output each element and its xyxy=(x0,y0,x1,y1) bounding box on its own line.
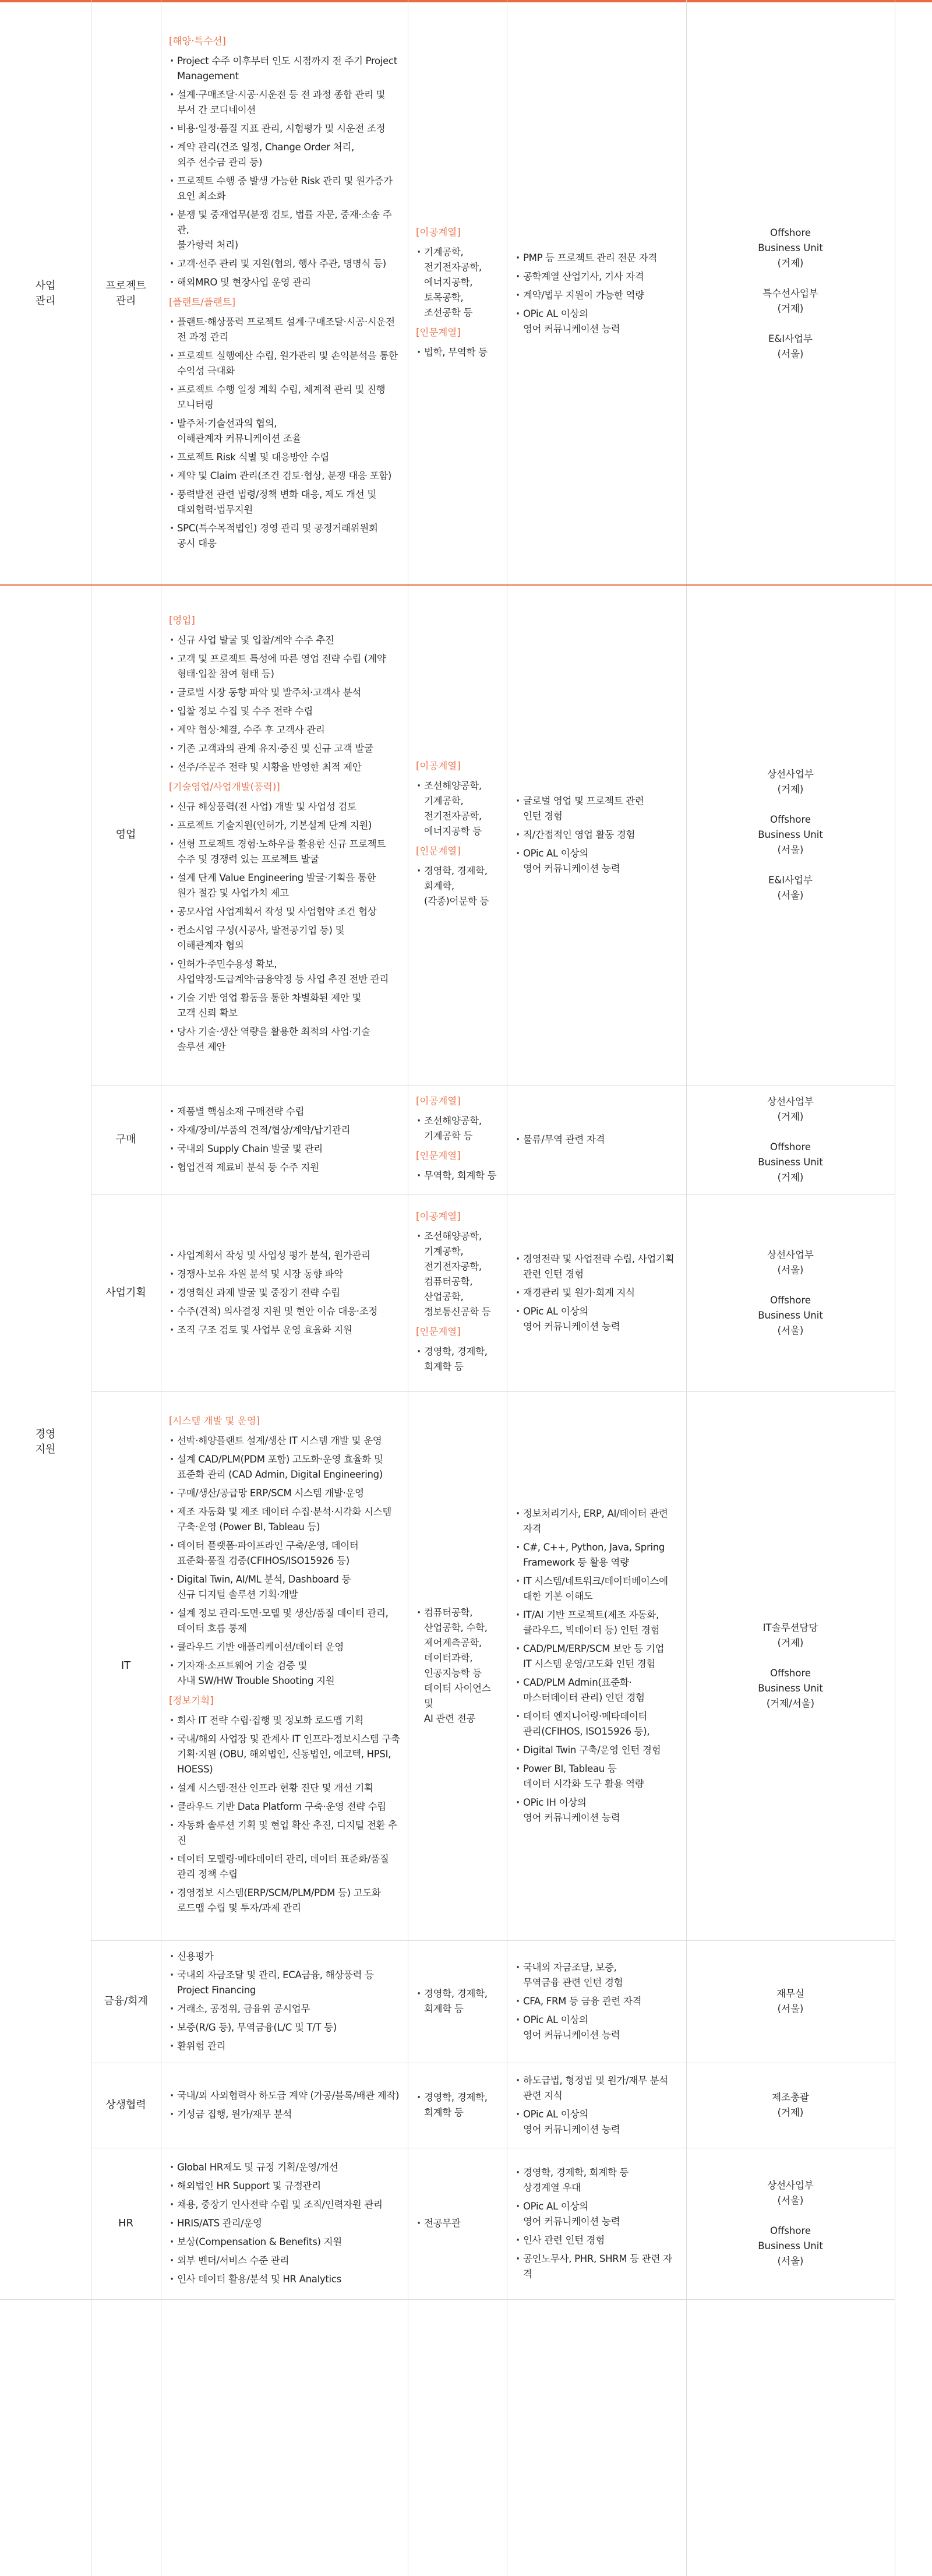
duties-cell xyxy=(169,1391,402,1940)
duty-list xyxy=(169,1710,402,1919)
duty-item: · 글로벌 시장 동향 파악 및 발주처·고객사 분석 xyxy=(169,685,402,700)
duty-item: · 기존 고객과의 관계 유지·증진 및 신규 고객 발굴 xyxy=(169,741,402,756)
location-line: 상선사업부 xyxy=(767,2180,814,2191)
duty-item: · 프로젝트 실행예산 수립, 원가관리 및 손익분석을 통한 수익성 극대화 xyxy=(169,348,402,379)
duty-list xyxy=(169,2156,402,2290)
qualification-list xyxy=(515,1129,680,1151)
major-list xyxy=(416,1110,501,1147)
major-list xyxy=(416,1341,501,1378)
qualification-list xyxy=(515,790,680,880)
location-line: 재무실 xyxy=(776,1988,804,1999)
duty-section-title: [정보기획] xyxy=(169,1695,214,1706)
duty-item: · 컨소시엄 구성(시공사, 발전공기업 등) 및 이해관계자 협의 xyxy=(169,923,402,953)
major-item: · 조선해양공학, 기계공학, 전기전자공학, 에너지공학 등 xyxy=(416,778,501,839)
location-line: (서울) xyxy=(777,844,804,855)
qualification-item: · 경영전략 및 사업전략 수립, 사업기획 관련 인턴 경험 xyxy=(515,1252,680,1282)
job-label: HR xyxy=(118,2217,134,2229)
duty-item: · 경영혁신 과제 발굴 및 중장기 전략 수립 xyxy=(169,1285,402,1301)
major-item: · 무역학, 회계학 등 xyxy=(416,1168,501,1183)
qualifications-cell xyxy=(515,1194,680,1391)
duty-item: · 공모사업 사업계획서 작성 및 사업협약 조건 협상 xyxy=(169,904,402,919)
duty-item: · 국내/외 사외협력사 하도급 계약 (가공/블록/배관 제작) xyxy=(169,2088,402,2103)
qualification-list xyxy=(515,1248,680,1338)
location-cell xyxy=(686,2,895,585)
qualification-item: · 계약/법무 지원이 가능한 역량 xyxy=(515,288,680,303)
major-section-title: [인문계열] xyxy=(416,1150,461,1161)
duty-item: · 설계 단계 Value Engineering 발굴·기획을 통한 원가 절감 및 사업가치 제고 xyxy=(169,871,402,901)
duty-item: · 거래소, 공정위, 금융위 공시업무 xyxy=(169,2001,402,2017)
majors-cell xyxy=(416,1391,501,1940)
majors-cell xyxy=(416,2,501,585)
location-line: (거제/서울) xyxy=(766,1698,815,1709)
location-line: (거제) xyxy=(777,1172,804,1183)
major-item: · 컴퓨터공학, 산업공학, 수학, 제어계측공학, 데이터과학, 인공지능학 등 데이터 사이언스 및 AI 관련 전공 xyxy=(416,1605,501,1726)
duty-item: · 설계 CAD/PLM(PDM 포함) 고도화·운영 효율화 및 표준화 관리 (CAD Admin, Digital Engineering) xyxy=(169,1452,402,1482)
qualification-item: · OPic AL 이상의 영어 커뮤니케이션 능력 xyxy=(515,846,680,876)
duty-item: · 분쟁 및 중재업무(분쟁 검토, 법률 자문, 중재·소송 주관, 불가항력 처리) xyxy=(169,207,402,253)
qualifications-cell xyxy=(515,1940,680,2063)
duty-item: · 국내/해외 사업장 및 관계사 IT 인프라·정보시스템 구축 기획·지원 (OBU, 해외법인, 신동법인, 에코텍, HPSI, HOESS) xyxy=(169,1732,402,1777)
location-line: Business Unit xyxy=(758,1157,823,1168)
duty-list xyxy=(169,796,402,1058)
job-label: 사업기획 xyxy=(105,1287,146,1299)
duty-item: · Project 수주 이후부터 인도 시점까지 전 주기 Project Management xyxy=(169,54,402,84)
duty-item: · 신규 해상풍력(전 사업) 개발 및 사업성 검토 xyxy=(169,799,402,815)
location-line: (서울) xyxy=(777,2256,804,2267)
qualification-list xyxy=(515,1503,680,1829)
duty-item: · 프로젝트 수행 중 발생 가능한 Risk 관리 및 원가증가 요인 최소화 xyxy=(169,174,402,204)
duty-item: · 설계 시스템·전산 인프라 현황 진단 및 개선 기획 xyxy=(169,1781,402,1796)
location-line: Offshore xyxy=(769,2225,811,2236)
duty-item: · 보증(R/G 등), 무역금융(L/C 및 T/T 등) xyxy=(169,2020,402,2035)
major-item: · 법학, 무역학 등 xyxy=(416,345,501,360)
duty-item: · 당사 기술·생산 역량을 활용한 최적의 사업·기술 솔루션 제안 xyxy=(169,1024,402,1055)
duty-item: · 인허가·주민수용성 확보, 사업약정·도급계약·금융약정 등 사업 추진 전반 관리 xyxy=(169,957,402,987)
duty-item: · 인사 데이터 활용/분석 및 HR Analytics xyxy=(169,2272,402,2287)
duty-item: · 데이터 모델링·메타데이터 관리, 데이터 표준화/품질 관리 정책 수립 xyxy=(169,1852,402,1882)
duties-cell xyxy=(169,2148,402,2299)
qualification-item: · CFA, FRM 등 금융 관련 자격 xyxy=(515,1994,680,2009)
major-item: · 경영학, 경제학, 회계학, (각종)어문학 등 xyxy=(416,864,501,909)
qualification-list xyxy=(515,2162,680,2285)
location-cell xyxy=(686,585,895,1085)
qualification-item: · 국내외 자금조달, 보증, 무역금융 관련 인턴 경험 xyxy=(515,1960,680,1990)
location-line: (거제) xyxy=(777,1637,804,1648)
location-cell xyxy=(686,1085,895,1194)
group-cell xyxy=(0,2,91,585)
majors-cell xyxy=(416,585,501,1085)
major-list xyxy=(416,241,501,324)
duty-list xyxy=(169,1946,402,2057)
location-line: (거제) xyxy=(777,2107,804,2118)
qualification-item: · Power BI, Tableau 등 데이터 시각화 도구 활용 역량 xyxy=(515,1761,680,1792)
duties-cell xyxy=(169,2063,402,2148)
qualification-item: · C#, C++, Python, Java, Spring Framework 등 활용 역량 xyxy=(515,1540,680,1570)
job-cell xyxy=(91,2,161,585)
qualifications-cell xyxy=(515,1085,680,1194)
qualification-item: · 정보처리기사, ERP, AI/데이터 관련 자격 xyxy=(515,1506,680,1537)
duty-item: · 조직 구조 검토 및 사업부 운영 효율화 지원 xyxy=(169,1323,402,1338)
majors-cell xyxy=(416,2063,501,2148)
job-label: 금융/회계 xyxy=(104,1995,148,2007)
duty-item: · HRIS/ATS 관리/운영 xyxy=(169,2216,402,2231)
location-line: (서울) xyxy=(777,2003,804,2014)
qualification-list xyxy=(515,2070,680,2141)
duties-cell xyxy=(169,2,402,585)
qualification-item: · IT/AI 기반 프로젝트(제조 자동화, 클라우드, 빅데이터 등) 인턴 경험 xyxy=(515,1608,680,1638)
location-cell xyxy=(686,1940,895,2063)
duty-item: · 신규 사업 발굴 및 입찰/계약 수주 추진 xyxy=(169,633,402,648)
duty-item: · 제조 자동화 및 제조 데이터 수집·분석·시각화 시스템 구축·운영 (Power BI, Tableau 등) xyxy=(169,1504,402,1535)
qualification-item: · CAD/PLM Admin(표준화· 마스터데이터 관리) 인턴 경험 xyxy=(515,1675,680,1705)
duty-section-title: [해양·특수선] xyxy=(169,36,226,47)
location-line: E&I사업부 xyxy=(768,333,813,344)
qualification-item: · 인사 관련 인턴 경험 xyxy=(515,2233,680,2248)
location-line: (거제) xyxy=(777,784,804,795)
major-item: · 경영학, 경제학, 회계학 등 xyxy=(416,1986,501,2017)
duty-item: · 풍력발전 관련 법령/정책 변화 대응, 제도 개선 및 대외협력·법무지원 xyxy=(169,487,402,517)
job-cell xyxy=(91,2148,161,2299)
duty-section-title: [플랜트/플랜트] xyxy=(169,297,236,308)
duty-item: · 고객 및 프로젝트 특성에 따른 영업 전략 수립 (계약 형태·입찰 참여 형태 등) xyxy=(169,651,402,682)
qualification-item: · CAD/PLM/ERP/SCM 보안 등 기업 IT 시스템 운영/고도화 인턴 경험 xyxy=(515,1641,680,1672)
location-cell xyxy=(686,1391,895,1940)
duty-item: · 클라우드 기반 애플리케이션/데이터 운영 xyxy=(169,1640,402,1655)
qualification-list xyxy=(515,1957,680,2046)
qualifications-cell xyxy=(515,2,680,585)
major-item: · 기계공학, 전기전자공학, 에너지공학, 토목공학, 조선공학 등 xyxy=(416,245,501,320)
majors-cell xyxy=(416,1940,501,2063)
duty-section-title: [영업] xyxy=(169,615,195,626)
duty-item: · 설계·구매조달·시공·시운전 등 전 과정 종합 관리 및 부서 간 코디네이션 xyxy=(169,87,402,118)
location-cell xyxy=(686,2063,895,2148)
location-line: Offshore xyxy=(769,1668,811,1679)
major-list xyxy=(416,775,501,843)
qualification-item: · 재경관리 및 원가·회계 지식 xyxy=(515,1285,680,1301)
location-line: (서울) xyxy=(777,890,804,901)
duty-item: · 기자재·소프트웨어 기술 검증 및 사내 SW/HW Trouble Shooting 지원 xyxy=(169,1658,402,1689)
major-item: · 전공무관 xyxy=(416,2216,501,2231)
major-section-title: [이공계열] xyxy=(416,227,461,238)
major-list xyxy=(416,1225,501,1323)
qualification-item: · 공학계열 산업기사, 기사 자격 xyxy=(515,269,680,284)
major-list xyxy=(416,2212,501,2235)
location-line: (서울) xyxy=(777,1325,804,1336)
duty-item: · 계약 관리(건조 일정, Change Order 처리, 외주 선수금 관리 등) xyxy=(169,140,402,170)
location-line: (거제) xyxy=(777,1111,804,1122)
major-list xyxy=(416,860,501,912)
qualification-item: · OPic AL 이상의 영어 커뮤니케이션 능력 xyxy=(515,2107,680,2137)
location-line: Business Unit xyxy=(758,1683,823,1694)
qualification-item: · 데이터 엔지니어링·메타데이터 관리(CFIHOS, ISO15926 등), xyxy=(515,1709,680,1739)
qualification-item: · 경영학, 경제학, 회계학 등 상경계열 우대 xyxy=(515,2165,680,2196)
location-line: Offshore xyxy=(769,1141,811,1153)
duty-item: · 해외법인 HR Support 및 규정관리 xyxy=(169,2179,402,2194)
group-cell xyxy=(0,585,91,2299)
duty-item: · 플랜트·해상풍력 프로젝트 설계·구매조달·시공·시운전 전 과정 관리 xyxy=(169,315,402,345)
location-cell xyxy=(686,1194,895,1391)
location-line: IT솔루션담당 xyxy=(762,1622,818,1633)
job-cell xyxy=(91,1194,161,1391)
duty-item: · 데이터 플랫폼·파이프라인 구축/운영, 데이터 표준화·품질 검증(CFIHOS/ISO15926 등) xyxy=(169,1538,402,1569)
duty-item: · 선형 프로젝트 경험·노하우를 활용한 신규 프로젝트 수주 및 경쟁력 있는 프로젝트 발굴 xyxy=(169,837,402,867)
duty-item: · 채용, 중장기 인사전략 수립 및 조직/인력자원 관리 xyxy=(169,2197,402,2212)
duty-item: · 협업견적 제료비 분석 등 수주 지원 xyxy=(169,1160,402,1175)
duty-item: · 외부 벤더/서비스 수준 관리 xyxy=(169,2253,402,2268)
major-list xyxy=(416,1983,501,2020)
major-item: · 조선해양공학, 기계공학 등 xyxy=(416,1113,501,1144)
majors-cell xyxy=(416,1194,501,1391)
duty-item: · 자동화 솔루션 기획 및 현업 확산 추진, 디지털 전환 추진 xyxy=(169,1818,402,1848)
location-line: E&I사업부 xyxy=(768,875,813,886)
location-line: Offshore xyxy=(769,227,811,238)
duty-section-title: [기술영업/사업개발(풍력)] xyxy=(169,781,280,792)
location-line: (거제) xyxy=(777,303,804,314)
duty-item: · 자재/장비/부품의 견적/협상/계약/납기관리 xyxy=(169,1123,402,1138)
duty-item: · 기술 기반 영업 활동을 통한 차별화된 제안 및 고객 신뢰 확보 xyxy=(169,991,402,1021)
qualification-item: · OPic AL 이상의 영어 커뮤니케이션 능력 xyxy=(515,306,680,337)
duty-item: · 선박·해양플랜트 설계/생산 IT 시스템 개발 및 운영 xyxy=(169,1433,402,1449)
duty-item: · 국내외 자금조달 및 관리, ECA금융, 해상풍력 등 Project Financing xyxy=(169,1968,402,1998)
duty-item: · 계약 협상·체결, 수주 후 고객사 관리 xyxy=(169,723,402,738)
duty-list xyxy=(169,1430,402,1692)
duties-cell xyxy=(169,585,402,1085)
duty-item: · Global HR제도 및 규정 기획/운영/개선 xyxy=(169,2160,402,2175)
qualification-item: · 글로벌 영업 및 프로젝트 관련 인턴 경험 xyxy=(515,794,680,824)
duty-section-title: [시스템 개발 및 운영] xyxy=(169,1415,260,1426)
qualification-list xyxy=(515,247,680,340)
duty-item: · 환위험 관리 xyxy=(169,2039,402,2054)
job-cell xyxy=(91,2063,161,2148)
qualifications-cell xyxy=(515,1391,680,1940)
duty-list xyxy=(169,2085,402,2126)
location-line: (거제) xyxy=(777,258,804,269)
duty-item: · SPC(특수목적법인) 경영 관리 및 공정거래위원회 공시 대응 xyxy=(169,521,402,551)
major-item: · 경영학, 경제학, 회계학 등 xyxy=(416,1344,501,1375)
location-line: Offshore xyxy=(769,814,811,825)
location-line: (서울) xyxy=(777,1264,804,1275)
duty-item: · 해외MRO 및 현장사업 운영 관리 xyxy=(169,275,402,290)
duty-item: · 선주/주문주 전략 및 시황을 반영한 최적 제안 xyxy=(169,760,402,775)
duty-item: · 계약 및 Claim 관리(조건 검토·협상, 분쟁 대응 포함) xyxy=(169,468,402,484)
qualifications-cell xyxy=(515,2148,680,2299)
location-line: Offshore xyxy=(769,1295,811,1306)
job-cell xyxy=(91,585,161,1085)
duty-item: · 클라우드 기반 Data Platform 구축·운영 전략 수립 xyxy=(169,1799,402,1814)
job-label: 프로젝트 관리 xyxy=(105,280,146,307)
job-cell xyxy=(91,1940,161,2063)
duties-cell xyxy=(169,1194,402,1391)
location-line: (서울) xyxy=(777,2195,804,2206)
major-item: · 조선해양공학, 기계공학, 전기전자공학, 컴퓨터공학, 산업공학, 정보통신공학 등 xyxy=(416,1229,501,1320)
duty-list xyxy=(169,311,402,555)
duty-item: · 프로젝트 수행 일정 계획 수립, 체계적 관리 및 진행 모니터링 xyxy=(169,382,402,413)
duty-item: · 고객·선주 관리 및 지원(협의, 행사 주관, 명명식 등) xyxy=(169,256,402,272)
job-label: 구매 xyxy=(115,1133,136,1146)
duty-item: · 발주처·기술선과의 협의, 이해관계자 커뮤니케이션 조율 xyxy=(169,416,402,446)
location-line: Business Unit xyxy=(758,1310,823,1321)
duty-item: · 수주(견적) 의사결정 지원 및 현안 이슈 대응·조정 xyxy=(169,1304,402,1319)
qualifications-cell xyxy=(515,585,680,1085)
location-line: 상선사업부 xyxy=(767,769,814,780)
major-list xyxy=(416,1602,501,1730)
location-line: (서울) xyxy=(777,348,804,360)
major-section-title: [이공계열] xyxy=(416,1095,461,1106)
duty-item: · 프로젝트 기술지원(인허가, 기본설계 단계 지원) xyxy=(169,818,402,833)
major-list xyxy=(416,1165,501,1187)
duty-item: · 프로젝트 Risk 식별 및 대응방안 수립 xyxy=(169,450,402,465)
major-section-title: [인문계열] xyxy=(416,327,461,338)
duty-item: · 경영정보 시스템(ERP/SCM/PLM/PDM 등) 고도화 로드맵 수립 및 투자/과제 관리 xyxy=(169,1886,402,1916)
duty-item: · Digital Twin, AI/ML 분석, Dashboard 등 신규 디지털 솔루션 기획·개발 xyxy=(169,1572,402,1602)
job-cell xyxy=(91,1391,161,1940)
duty-item: · 제품별 핵심소재 구매전략 수립 xyxy=(169,1104,402,1119)
major-section-title: [인문계열] xyxy=(416,1326,461,1337)
job-label: 상생협력 xyxy=(105,2099,146,2111)
job-cell xyxy=(91,1085,161,1194)
job-label: 영업 xyxy=(115,829,136,841)
qualification-item: · Digital Twin 구축/운영 인턴 경험 xyxy=(515,1743,680,1758)
major-section-title: [이공계열] xyxy=(416,1211,461,1222)
majors-cell xyxy=(416,2148,501,2299)
qualification-item: · OPic IH 이상의 영어 커뮤니케이션 능력 xyxy=(515,1795,680,1826)
major-section-title: [이공계열] xyxy=(416,760,461,771)
location-line: 상선사업부 xyxy=(767,1249,814,1260)
job-label: IT xyxy=(121,1659,131,1672)
qualification-item: · 공인노무사, PHR, SHRM 등 관련 자격 xyxy=(515,2251,680,2282)
group-label: 사업 관리 xyxy=(35,280,56,307)
qualification-item: · OPic AL 이상의 영어 커뮤니케이션 능력 xyxy=(515,2013,680,2043)
duty-item: · 설계 정보 관리·도면·모델 및 생산/품질 데이터 관리, 데이터 흐름 통제 xyxy=(169,1606,402,1636)
major-section-title: [인문계열] xyxy=(416,845,461,857)
major-list xyxy=(416,2087,501,2124)
qualifications-cell xyxy=(515,2063,680,2148)
major-list xyxy=(416,341,501,364)
location-line: 상선사업부 xyxy=(767,1096,814,1107)
location-line: 제조총괄 xyxy=(772,2092,809,2103)
duty-item: · 비용·일정·품질 지표 관리, 시험평가 및 시운전 조정 xyxy=(169,121,402,136)
qualification-item: · OPic AL 이상의 영어 커뮤니케이션 능력 xyxy=(515,2199,680,2229)
qualification-item: · 직/간접적인 영업 활동 경험 xyxy=(515,827,680,843)
grid-line xyxy=(0,2299,895,2300)
group-label: 경영 지원 xyxy=(35,1428,56,1456)
duties-cell xyxy=(169,1940,402,2063)
qualification-item: · IT 시스템/네트워크/데이터베이스에 대한 기본 이해도 xyxy=(515,1574,680,1604)
duty-item: · 경쟁사·보유 자원 분석 및 시장 동향 파악 xyxy=(169,1267,402,1282)
location-line: Business Unit xyxy=(758,829,823,840)
location-line: 특수선사업부 xyxy=(762,288,818,299)
location-line: Business Unit xyxy=(758,242,823,253)
duty-list xyxy=(169,1101,402,1179)
duty-item: · 기성금 집행, 원가/재무 분석 xyxy=(169,2107,402,2122)
duty-list xyxy=(169,629,402,778)
duty-item: · 사업계획서 작성 및 사업성 평가 분석, 원가관리 xyxy=(169,1248,402,1263)
duty-item: · 신용평가 xyxy=(169,1949,402,1964)
qualification-item: · OPic AL 이상의 영어 커뮤니케이션 능력 xyxy=(515,1304,680,1334)
location-line: Business Unit xyxy=(758,2240,823,2251)
duty-list xyxy=(169,1245,402,1341)
qualification-item: · PMP 등 프로젝트 관리 전문 자격 xyxy=(515,251,680,266)
duty-item: · 구매/생산/공급망 ERP/SCM 시스템 개발·운영 xyxy=(169,1486,402,1501)
duty-item: · 입찰 정보 수집 및 수주 전략 수립 xyxy=(169,704,402,719)
majors-cell xyxy=(416,1085,501,1194)
duties-cell xyxy=(169,1085,402,1194)
duty-item: · 국내외 Supply Chain 발굴 및 관리 xyxy=(169,1141,402,1157)
duty-item: · 회사 IT 전략 수립·집행 및 정보화 로드맵 기획 xyxy=(169,1713,402,1728)
major-item: · 경영학, 경제학, 회계학 등 xyxy=(416,2090,501,2120)
qualification-item: · 하도급법, 형정법 및 원가/재무 분석 관련 지식 xyxy=(515,2073,680,2103)
duty-item: · 보상(Compensation & Benefits) 지원 xyxy=(169,2235,402,2250)
duty-list xyxy=(169,50,402,294)
qualification-item: · 물류/무역 관련 자격 xyxy=(515,1132,680,1147)
location-cell xyxy=(686,2148,895,2299)
